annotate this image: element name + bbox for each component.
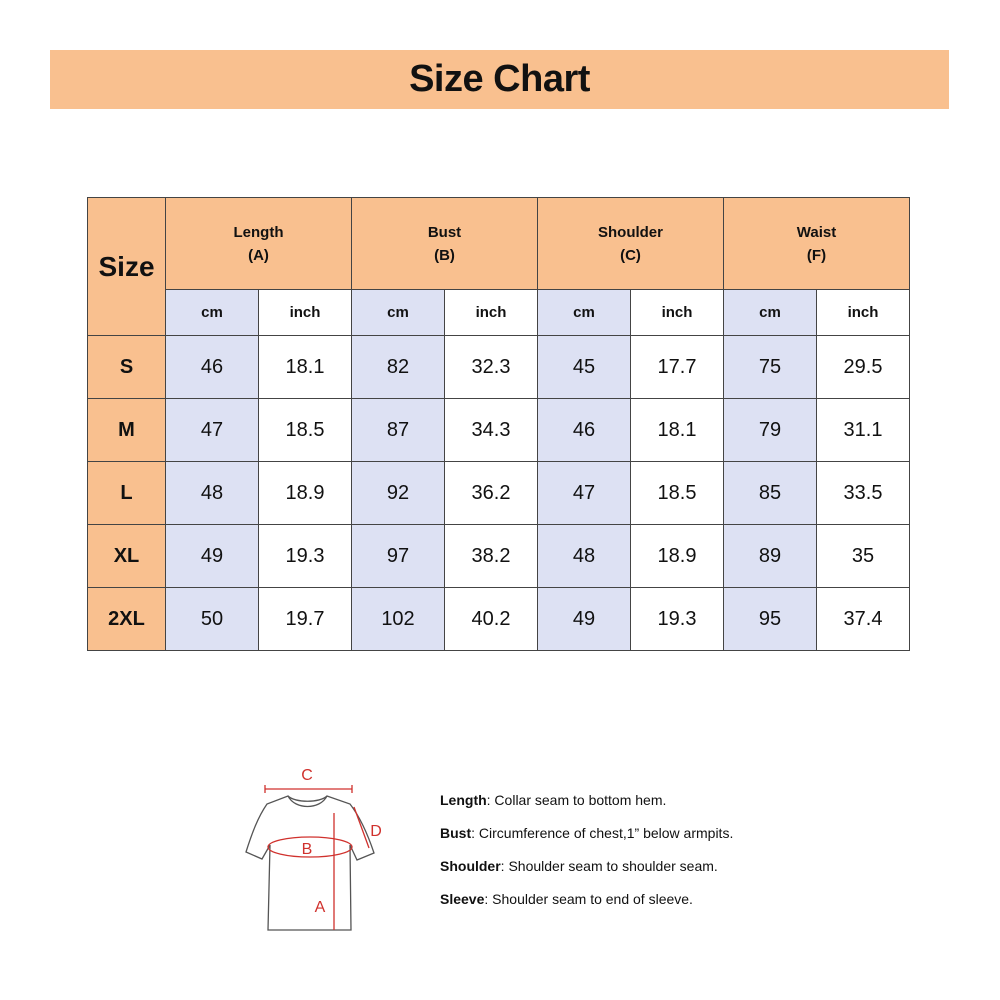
legend-item-length <box>440 787 840 820</box>
table-cell: 19.3 <box>631 588 724 651</box>
size-header: Size <box>88 198 166 336</box>
legend-term: Bust <box>440 825 472 841</box>
unit-header: cm <box>352 290 445 336</box>
table-cell: 17.7 <box>631 336 724 399</box>
table-cell: 89 <box>724 525 817 588</box>
table-cell: 75 <box>724 336 817 399</box>
table-cell: 40.2 <box>445 588 538 651</box>
legend-text: : Shoulder seam to end of sleeve. <box>484 891 693 907</box>
unit-header: inch <box>259 290 352 336</box>
size-label: L <box>88 462 166 525</box>
diagram-label-d: D <box>370 823 382 840</box>
unit-header: inch <box>445 290 538 336</box>
size-label: S <box>88 336 166 399</box>
table-cell: 50 <box>166 588 259 651</box>
table-row <box>88 588 910 651</box>
size-label: 2XL <box>88 588 166 651</box>
table-cell: 18.5 <box>259 399 352 462</box>
table-cell: 18.9 <box>631 525 724 588</box>
table-cell: 47 <box>166 399 259 462</box>
header-shoulder-code: (C) <box>620 246 641 264</box>
table-cell: 34.3 <box>445 399 538 462</box>
table-cell: 48 <box>166 462 259 525</box>
header-waist-code: (F) <box>806 246 827 264</box>
table-cell: 46 <box>166 336 259 399</box>
table-cell: 18.1 <box>259 336 352 399</box>
table-cell: 87 <box>352 399 445 462</box>
table-row <box>88 525 910 588</box>
table-cell: 33.5 <box>817 462 910 525</box>
legend-item-sleeve <box>440 886 840 919</box>
table-cell: 92 <box>352 462 445 525</box>
legend-text: : Collar seam to bottom hem. <box>486 792 667 808</box>
table-cell: 38.2 <box>445 525 538 588</box>
legend-text: : Circumference of chest,1” below armpits. <box>471 825 734 841</box>
table-cell: 37.4 <box>817 588 910 651</box>
table-cell: 82 <box>352 336 445 399</box>
table-cell: 95 <box>724 588 817 651</box>
header-bust <box>352 198 538 290</box>
table-cell: 18.9 <box>259 462 352 525</box>
table-cell: 29.5 <box>817 336 910 399</box>
header-waist-name: Waist <box>796 223 837 241</box>
legend-term: Length <box>440 792 487 808</box>
header-length <box>166 198 352 290</box>
table-cell: 31.1 <box>817 399 910 462</box>
table-cell: 45 <box>538 336 631 399</box>
diagram-label-a: A <box>314 899 326 916</box>
unit-header: cm <box>166 290 259 336</box>
header-length-name: Length <box>233 223 284 241</box>
legend-term: Shoulder <box>440 858 501 874</box>
header-waist <box>724 198 910 290</box>
legend-text: : Shoulder seam to shoulder seam. <box>500 858 718 874</box>
table-row <box>88 462 910 525</box>
table-cell: 18.1 <box>631 399 724 462</box>
table-cell: 18.5 <box>631 462 724 525</box>
size-table <box>87 197 910 651</box>
page-title: Size Chart <box>409 58 590 100</box>
table-cell: 97 <box>352 525 445 588</box>
header-length-code: (A) <box>248 246 269 264</box>
table-cell: 19.3 <box>259 525 352 588</box>
table-row <box>88 399 910 462</box>
table-cell: 19.7 <box>259 588 352 651</box>
table-cell: 47 <box>538 462 631 525</box>
table-cell: 48 <box>538 525 631 588</box>
table-cell: 49 <box>166 525 259 588</box>
table-cell: 79 <box>724 399 817 462</box>
header-shoulder <box>538 198 724 290</box>
table-row <box>88 336 910 399</box>
table-cell: 32.3 <box>445 336 538 399</box>
table-cell: 102 <box>352 588 445 651</box>
diagram-label-c: C <box>301 767 313 784</box>
title-banner <box>50 50 949 109</box>
unit-header: inch <box>631 290 724 336</box>
legend-term: Sleeve <box>440 891 485 907</box>
table-cell: 85 <box>724 462 817 525</box>
diagram-label-b: B <box>301 841 313 858</box>
header-bust-code: (B) <box>434 246 455 264</box>
table-cell: 46 <box>538 399 631 462</box>
unit-header: cm <box>724 290 817 336</box>
size-label: M <box>88 399 166 462</box>
measurement-legend <box>440 787 840 919</box>
unit-header: inch <box>817 290 910 336</box>
legend-item-bust <box>440 820 840 853</box>
table-cell: 36.2 <box>445 462 538 525</box>
header-shoulder-name: Shoulder <box>597 223 663 241</box>
table-cell: 49 <box>538 588 631 651</box>
legend-item-shoulder <box>440 853 840 886</box>
size-label: XL <box>88 525 166 588</box>
header-bust-name: Bust <box>427 223 462 241</box>
tshirt-outline <box>246 796 374 930</box>
tshirt-diagram <box>240 755 385 940</box>
unit-header: cm <box>538 290 631 336</box>
table-cell: 35 <box>817 525 910 588</box>
